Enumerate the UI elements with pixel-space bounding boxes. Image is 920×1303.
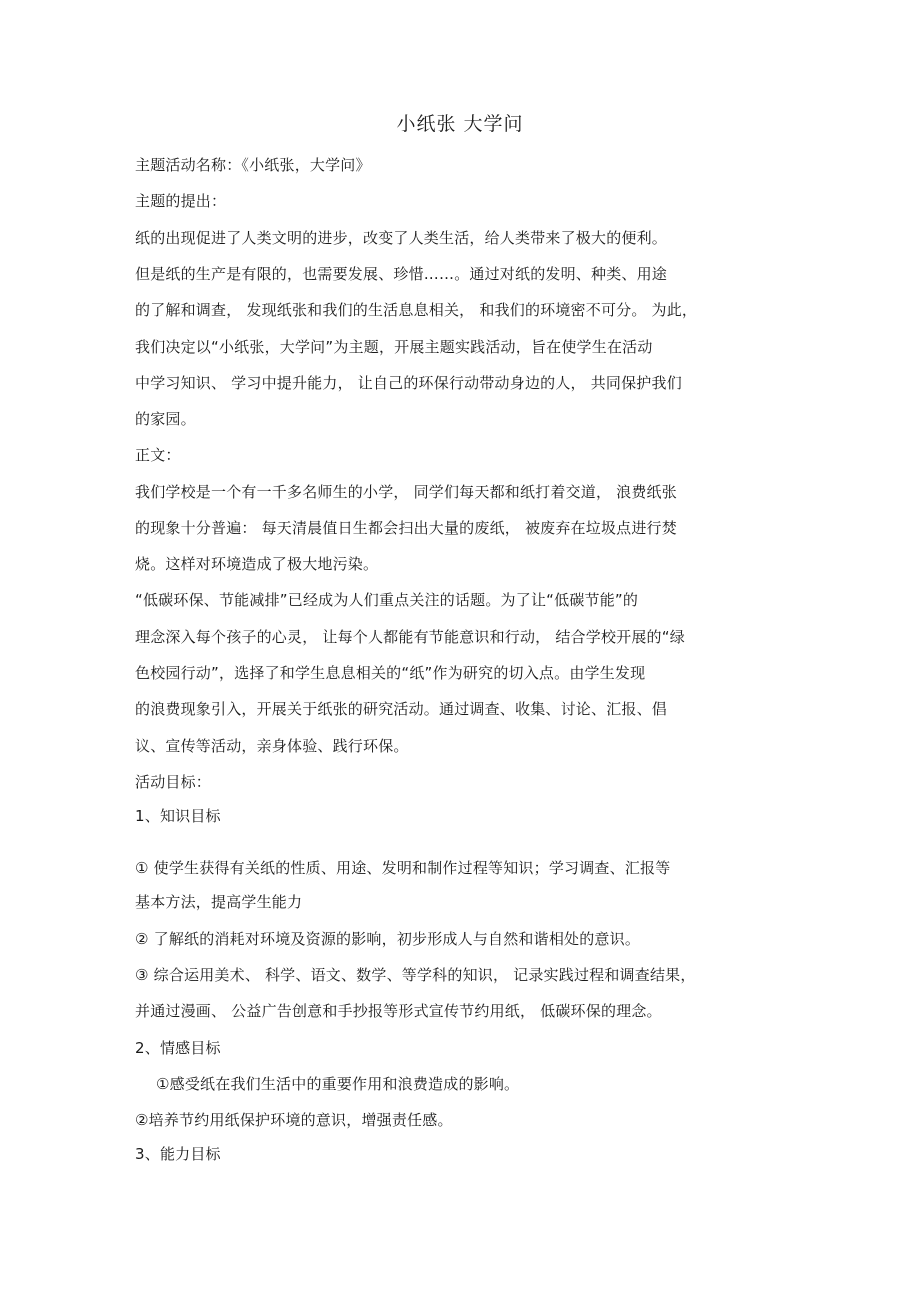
goal-item-continued: 基本方法，提高学生能力	[135, 893, 303, 911]
paragraph-line: 烧。这样对环境造成了极大地污染。	[135, 555, 379, 573]
document-title: 小纸张 大学问	[396, 113, 524, 135]
paragraph-line: 色校园行动”，选择了和学生息息相关的“纸”作为研究的切入点。由学生发现	[135, 664, 646, 682]
paragraph-line: 但是纸的生产是有限的，也需要发展、珍惜……。通过对纸的发明、种类、用途	[135, 265, 668, 283]
goal-item: ②培养节约用纸保护环境的意识，增强责任感。	[135, 1111, 453, 1129]
paragraph-line: 的现象十分普遍： 每天清晨值日生都会扫出大量的废纸， 被废弃在垃圾点进行焚	[135, 519, 677, 537]
goal-item-continued: 并通过漫画、 公益广告创意和手抄报等形式宣传节约用纸， 低碳环保的理念。	[135, 1002, 662, 1020]
ability-goal-heading: 3、能力目标	[135, 1145, 221, 1163]
paragraph-line: 的浪费现象引入，开展关于纸张的研究活动。通过调查、收集、讨论、汇报、倡	[135, 700, 668, 718]
paragraph-line: 中学习知识、 学习中提升能力， 让自己的环保行动带动身边的人， 共同保护我们	[135, 374, 682, 392]
theme-proposal-heading: 主题的提出：	[135, 192, 227, 210]
knowledge-goal-heading: 1、知识目标	[135, 807, 221, 825]
activity-goals-heading: 活动目标：	[135, 773, 212, 791]
main-text-heading: 正文：	[135, 446, 181, 464]
paragraph-line: “低碳环保、节能减排”已经成为人们重点关注的话题。为了让“低碳节能”的	[135, 591, 639, 609]
goal-item: ①感受纸在我们生活中的重要作用和浪费造成的影响。	[156, 1075, 520, 1093]
goal-item: ③ 综合运用美术、 科学、语文、数学、等学科的知识， 记录实践过程和调查结果，	[135, 966, 696, 984]
paragraph-line: 议、宣传等活动，亲身体验、践行环保。	[135, 737, 409, 755]
paragraph-line: 理念深入每个孩子的心灵， 让每个人都能有节能意识和行动， 结合学校开展的“绿	[135, 628, 685, 646]
paragraph-line: 的了解和调查， 发现纸张和我们的生活息息相关， 和我们的环境密不可分。 为此，	[135, 301, 698, 319]
goal-item: ② 了解纸的消耗对环境及资源的影响，初步形成人与自然和谐相处的意识。	[135, 930, 641, 948]
emotion-goal-heading: 2、情感目标	[135, 1039, 221, 1057]
paragraph-line: 的家园。	[135, 410, 196, 428]
paragraph-line: 我们学校是一个有一千多名师生的小学， 同学们每天都和纸打着交道， 浪费纸张	[135, 483, 677, 501]
goal-item: ① 使学生获得有关纸的性质、用途、发明和制作过程等知识；学习调查、汇报等	[135, 859, 671, 877]
paragraph-line: 纸的出现促进了人类文明的进步，改变了人类生活，给人类带来了极大的便利。	[135, 229, 668, 247]
paragraph-line: 我们决定以“小纸张，大学问”为主题，开展主题实践活动，旨在使学生在活动	[135, 338, 653, 356]
theme-name-line: 主题活动名称：《小纸张，大学问》	[135, 156, 371, 174]
